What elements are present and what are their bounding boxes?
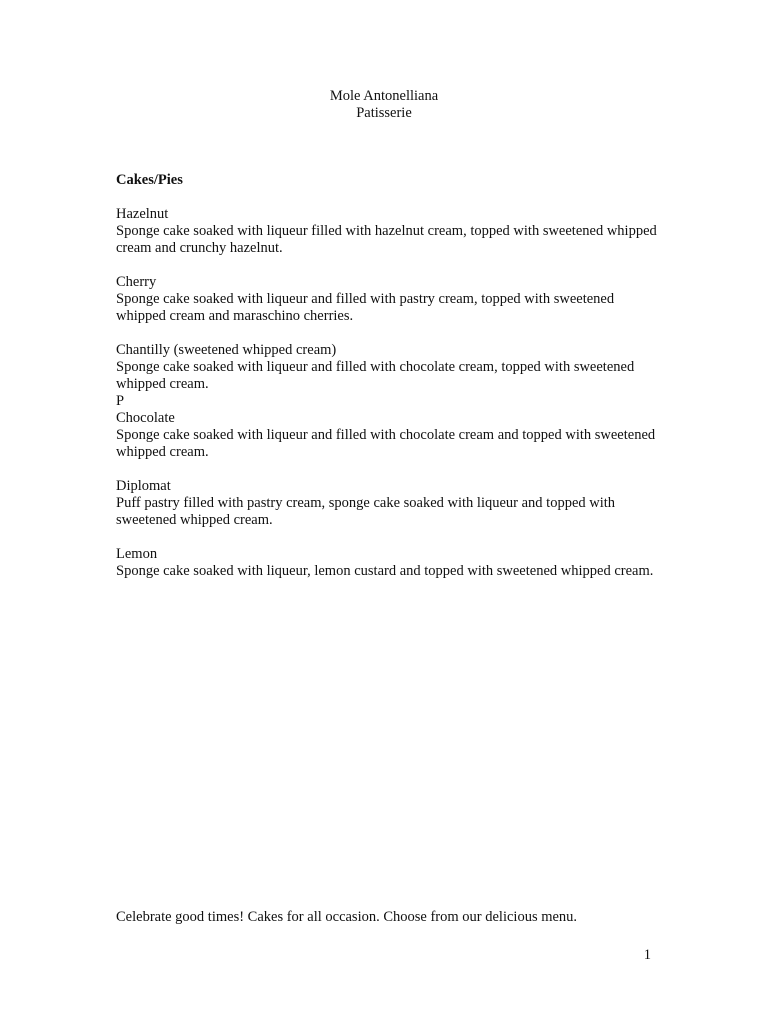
menu-item-lemon — [116, 546, 661, 580]
business-subtitle: Patisserie — [356, 105, 412, 121]
menu-item-diplomat — [116, 478, 661, 529]
business-name: Mole Antonelliana — [329, 88, 439, 104]
footer-note: Celebrate good times! Cakes for all occasion. Choose from our delicious menu. — [116, 909, 578, 925]
menu-item-name: Diplomat — [116, 478, 171, 494]
menu-item-name: Chantilly (sweetened whipped cream) — [116, 342, 337, 358]
menu-item-description: Sponge cake soaked with liqueur filled with hazelnut cream, topped with sweetened whipped cream and crunchy hazelnut. — [116, 223, 657, 256]
document-header — [0, 88, 768, 122]
page-number: 1 — [643, 947, 651, 963]
menu-item-name: Chocolate — [116, 410, 175, 426]
menu-item-chantilly — [116, 342, 661, 393]
section-heading: Cakes/Pies — [116, 172, 183, 188]
menu-content — [116, 172, 661, 597]
menu-item-hazelnut — [116, 206, 661, 257]
menu-item-cherry — [116, 274, 661, 325]
menu-item-name: Hazelnut — [116, 206, 169, 222]
menu-item-chocolate — [116, 410, 661, 461]
menu-item-description: Sponge cake soaked with liqueur and filled with chocolate cream and topped with sweetened whipped cream. — [116, 427, 656, 460]
menu-item-description: Sponge cake soaked with liqueur and filled with chocolate cream, topped with sweetened whipped cream. — [116, 359, 635, 392]
stray-text: P — [116, 393, 125, 409]
menu-item-name: Lemon — [116, 546, 158, 562]
menu-item-name: Cherry — [116, 274, 157, 290]
menu-item-description: Sponge cake soaked with liqueur and filled with pastry cream, topped with sweetened whipped cream and maraschino cherries. — [116, 291, 615, 324]
menu-item-description: Sponge cake soaked with liqueur, lemon custard and topped with sweetened whipped cream. — [116, 563, 654, 579]
menu-item-description: Puff pastry filled with pastry cream, sponge cake soaked with liqueur and topped with sweetened whipped cream. — [116, 495, 616, 528]
